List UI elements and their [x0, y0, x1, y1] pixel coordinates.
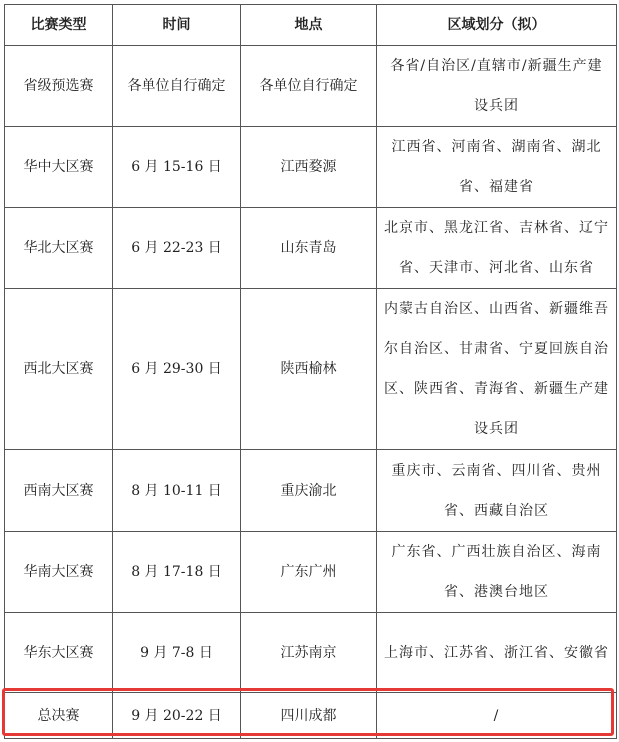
cell-type: 华中大区赛 — [5, 127, 113, 208]
cell-place: 陕西榆林 — [241, 289, 377, 450]
cell-time: 8 月 10-11 日 — [113, 450, 241, 532]
cell-place: 四川成都 — [241, 693, 377, 739]
table-row — [5, 613, 617, 693]
table-row-final — [5, 693, 617, 739]
header-competition-type: 比赛类型 — [5, 5, 113, 46]
cell-region: / — [377, 693, 617, 739]
table-header-row — [5, 5, 617, 46]
cell-time: 6 月 15-16 日 — [113, 127, 241, 208]
cell-time: 9 月 20-22 日 — [113, 693, 241, 739]
cell-place: 重庆渝北 — [241, 450, 377, 532]
cell-region: 重庆市、云南省、四川省、贵州省、西藏自治区 — [377, 450, 617, 532]
cell-place: 山东青岛 — [241, 208, 377, 289]
cell-time: 9 月 7-8 日 — [113, 613, 241, 693]
cell-type: 华北大区赛 — [5, 208, 113, 289]
table-row — [5, 289, 617, 450]
header-time: 时间 — [113, 5, 241, 46]
cell-time: 6 月 29-30 日 — [113, 289, 241, 450]
cell-type: 华南大区赛 — [5, 532, 113, 613]
table-row — [5, 532, 617, 613]
cell-time: 6 月 22-23 日 — [113, 208, 241, 289]
cell-type: 总决赛 — [5, 693, 113, 739]
cell-place: 江苏南京 — [241, 613, 377, 693]
header-location: 地点 — [241, 5, 377, 46]
table-row — [5, 46, 617, 127]
table-row — [5, 450, 617, 532]
cell-type: 华东大区赛 — [5, 613, 113, 693]
table-row — [5, 208, 617, 289]
cell-place: 广东广州 — [241, 532, 377, 613]
table-row — [5, 127, 617, 208]
cell-type: 西南大区赛 — [5, 450, 113, 532]
cell-place: 各单位自行确定 — [241, 46, 377, 127]
cell-region: 广东省、广西壮族自治区、海南省、港澳台地区 — [377, 532, 617, 613]
cell-type: 省级预选赛 — [5, 46, 113, 127]
cell-time: 各单位自行确定 — [113, 46, 241, 127]
header-region: 区域划分（拟） — [377, 5, 617, 46]
cell-place: 江西婺源 — [241, 127, 377, 208]
cell-time: 8 月 17-18 日 — [113, 532, 241, 613]
cell-region: 江西省、河南省、湖南省、湖北省、福建省 — [377, 127, 617, 208]
cell-region: 北京市、黑龙江省、吉林省、辽宁省、天津市、河北省、山东省 — [377, 208, 617, 289]
competition-schedule-table — [4, 4, 617, 739]
cell-region: 各省/自治区/直辖市/新疆生产建设兵团 — [377, 46, 617, 127]
cell-region: 内蒙古自治区、山西省、新疆维吾尔自治区、甘肃省、宁夏回族自治区、陕西省、青海省、新疆生产建设兵团 — [377, 289, 617, 450]
cell-region: 上海市、江苏省、浙江省、安徽省 — [377, 613, 617, 693]
cell-type: 西北大区赛 — [5, 289, 113, 450]
